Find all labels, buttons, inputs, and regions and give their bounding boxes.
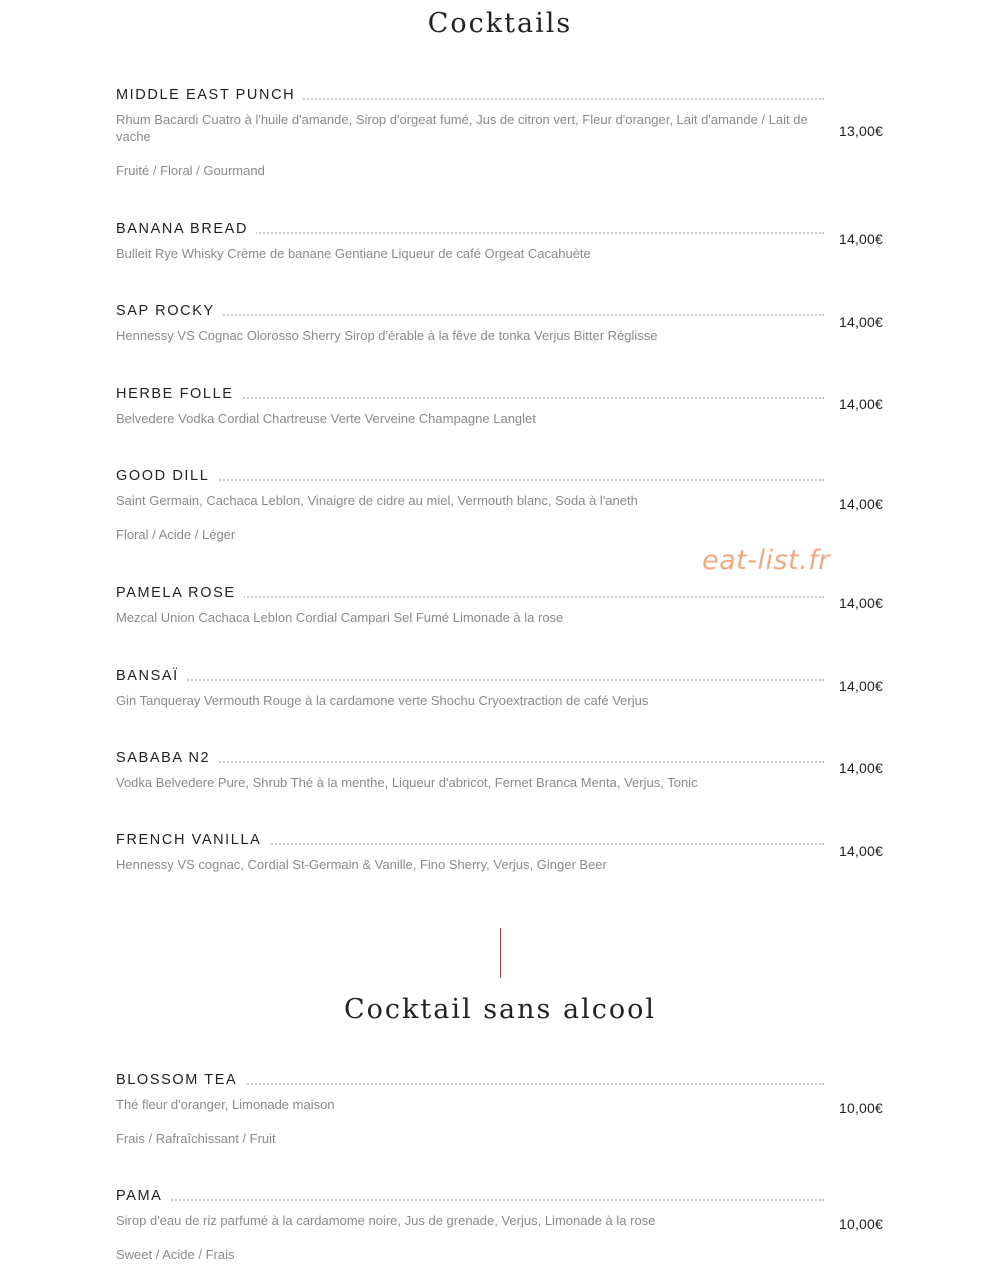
item-price: 14,00€: [839, 595, 884, 611]
menu-item: [116, 385, 886, 427]
item-description: Hennessy VS Cognac Olorosso Sherry Sirop d'érable à la fêve de tonka Verjus Bitter Réglisse: [116, 328, 658, 343]
section-title-cocktails: Cocktails: [427, 8, 573, 39]
item-header: [116, 1187, 824, 1207]
item-price: 14,00€: [839, 231, 884, 247]
item-header: [116, 302, 824, 322]
menu-item: [116, 220, 886, 262]
item-name: PAMA: [116, 1187, 170, 1205]
item-description: Sirop d'eau de riz parfumé à la cardamome noire, Jus de grenade, Verjus, Limonade à la rose: [116, 1213, 656, 1228]
menu-item: [116, 1187, 886, 1263]
dotted-leader: [116, 479, 824, 481]
item-price: 10,00€: [839, 1100, 884, 1116]
item-tags: Frais / Rafraîchissant / Fruit: [116, 1131, 276, 1146]
item-name: MIDDLE EAST PUNCH: [116, 86, 303, 104]
menu-item: [116, 1071, 886, 1147]
item-price: 14,00€: [839, 314, 884, 330]
menu-item: [116, 831, 886, 873]
item-description: Thé fleur d'oranger, Limonade maison: [116, 1097, 335, 1112]
item-description: Rhum Bacardi Cuatro à l'huile d'amande, Sirop d'orgeat fumé, Jus de citron vert, Fleur d'oranger, Lait d'amande / Lait de vache: [116, 112, 808, 144]
item-price: 14,00€: [839, 760, 884, 776]
item-price: 14,00€: [839, 843, 884, 859]
item-description: Bulleit Rye Whisky Crème de banane Gentiane Liqueur de café Orgeat Cacahuète: [116, 246, 591, 261]
item-header: [116, 385, 824, 405]
menu-item: [116, 667, 886, 709]
item-description: Vodka Belvedere Pure, Shrub Thé à la menthe, Liqueur d'abricot, Fernet Branca Menta, Verjus, Tonic: [116, 775, 698, 790]
item-header: [116, 831, 824, 851]
dotted-leader: [116, 1199, 824, 1201]
item-description: Saint Germain, Cachaca Leblon, Vinaigre de cidre au miel, Vermouth blanc, Soda à l'aneth: [116, 493, 638, 508]
item-description: Gin Tanqueray Vermouth Rouge à la cardamone verte Shochu Cryoextraction de café Verjus: [116, 693, 649, 708]
item-tags: Sweet / Acide / Frais: [116, 1247, 235, 1262]
item-tags: Floral / Acide / Léger: [116, 527, 236, 542]
item-header: [116, 1071, 824, 1091]
item-header: [116, 667, 824, 687]
item-price: 14,00€: [839, 396, 884, 412]
item-price: 14,00€: [839, 678, 884, 694]
section-title-sans-alcool: Cocktail sans alcool: [344, 994, 656, 1025]
item-tags: Fruité / Floral / Gourmand: [116, 163, 265, 178]
item-name: SAP ROCKY: [116, 302, 223, 320]
menu-item: [116, 86, 886, 179]
item-name: BANSAÏ: [116, 667, 187, 685]
item-name: FRENCH VANILLA: [116, 831, 269, 849]
item-header: [116, 220, 824, 240]
menu-item: [116, 584, 886, 626]
item-description: Belvedere Vodka Cordial Chartreuse Verte Verveine Champagne Langlet: [116, 411, 536, 426]
item-price: 13,00€: [839, 123, 884, 139]
section-divider: [500, 928, 501, 978]
item-header: [116, 86, 824, 106]
menu-item: [116, 302, 886, 344]
item-name: PAMELA ROSE: [116, 584, 244, 602]
item-description: Hennessy VS cognac, Cordial St-Germain & Vanille, Fino Sherry, Verjus, Ginger Beer: [116, 857, 607, 872]
item-name: SABABA N2: [116, 749, 218, 767]
menu-item: [116, 749, 886, 791]
item-price: 10,00€: [839, 1216, 884, 1232]
dotted-leader: [116, 761, 824, 763]
menu-item: [116, 467, 886, 543]
item-header: [116, 467, 824, 487]
item-header: [116, 584, 824, 604]
watermark-text: eat-list.fr: [702, 545, 830, 576]
item-name: HERBE FOLLE: [116, 385, 242, 403]
item-description: Mezcal Union Cachaca Leblon Cordial Campari Sel Fumé Limonade à la rose: [116, 610, 564, 625]
item-name: GOOD DILL: [116, 467, 217, 485]
item-name: BANANA BREAD: [116, 220, 256, 238]
item-price: 14,00€: [839, 496, 884, 512]
item-name: BLOSSOM TEA: [116, 1071, 245, 1089]
dotted-leader: [116, 679, 824, 681]
item-header: [116, 749, 824, 769]
